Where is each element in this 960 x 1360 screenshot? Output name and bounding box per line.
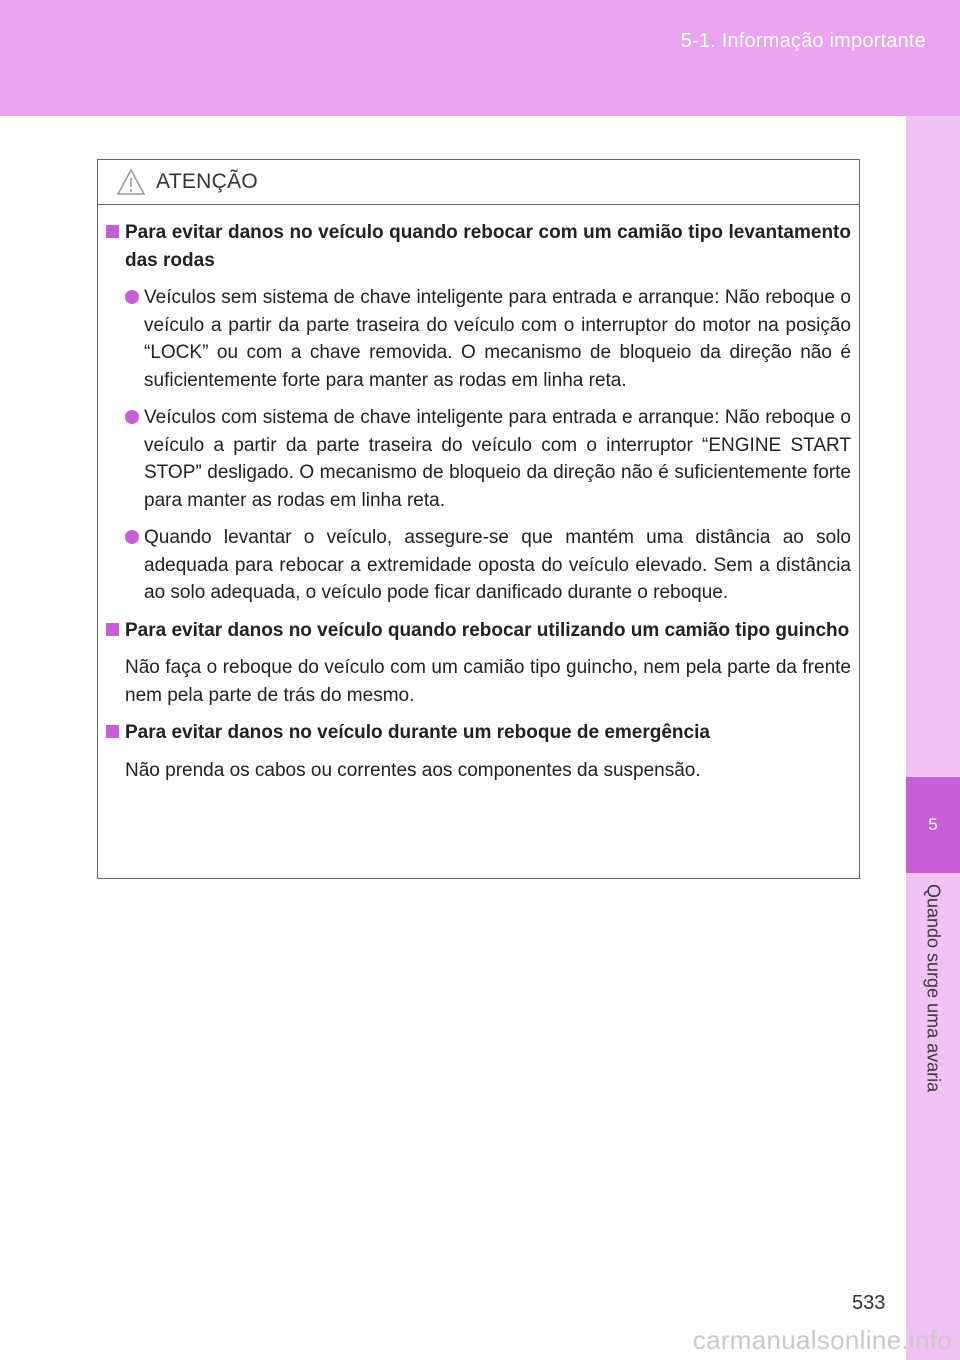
warning-title: ATENÇÃO [156,170,259,193]
section-heading-text: Para evitar danos no veículo durante um reboque de emergência [125,722,710,743]
section-heading-text: Para evitar danos no veículo quando rebocar com um camião tipo levantamento das rodas [125,222,851,271]
chapter-number: 5 [928,815,938,834]
list-item-text: Veículos sem sistema de chave inteligente para entrada e arranque: Não reboque o veículo a partir da parte traseira do veículo com o interruptor do motor na posição “LOCK” ou com a chave removida. O mecanismo de bloqueio da direção não é suficientemente forte para manter as rodas em linha reta. [144,287,851,391]
warning-triangle-icon [116,168,146,196]
list-item [125,404,851,514]
section-paragraph: Não faça o reboque do veículo com um camião tipo guincho, nem pela parte da frente nem pela parte de trás do mesmo. [125,657,851,706]
square-bullet-icon [106,623,119,636]
list-item [125,284,851,394]
section-title: 5-1. Informação importante [680,30,926,52]
chapter-number-box [906,777,960,873]
section-heading [106,617,851,645]
list-item-text: Veículos com sistema de chave inteligente para entrada e arranque: Não reboque o veículo a partir da parte traseira do veículo com o interruptor “ENGINE START STOP” desligado. O mecanismo de bloqueio da direção não é suficientemente forte para manter as rodas em linha reta. [144,407,851,511]
list-item-text: Quando levantar o veículo, assegure-se que mantém uma distância ao solo adequada para rebocar a extremidade oposta do veículo elevado. Sem a distância ao solo adequada, o veículo pode ficar danificado durante o reboque. [144,527,851,603]
section-paragraph: Não prenda os cabos ou correntes aos componentes da suspensão. [125,759,701,781]
warning-body [98,205,859,784]
section-heading [106,719,851,747]
square-bullet-icon [106,725,119,738]
list-item [125,524,851,607]
section-heading [106,219,851,274]
warning-box [97,159,860,879]
square-bullet-icon [106,225,119,238]
page-header [0,0,960,116]
warning-header [98,160,859,205]
chapter-title-vertical [906,884,960,1134]
page-number: 533 [852,1292,886,1314]
section-heading-text: Para evitar danos no veículo quando rebocar utilizando um camião tipo guincho [125,619,850,641]
circle-bullet-icon [125,410,139,424]
circle-bullet-icon [125,530,139,544]
circle-bullet-icon [125,290,139,304]
chapter-title: Quando surge uma avaria [923,884,944,1093]
watermark: carmanualsonline.info [692,1325,952,1355]
chapter-sidetab [906,116,960,1360]
